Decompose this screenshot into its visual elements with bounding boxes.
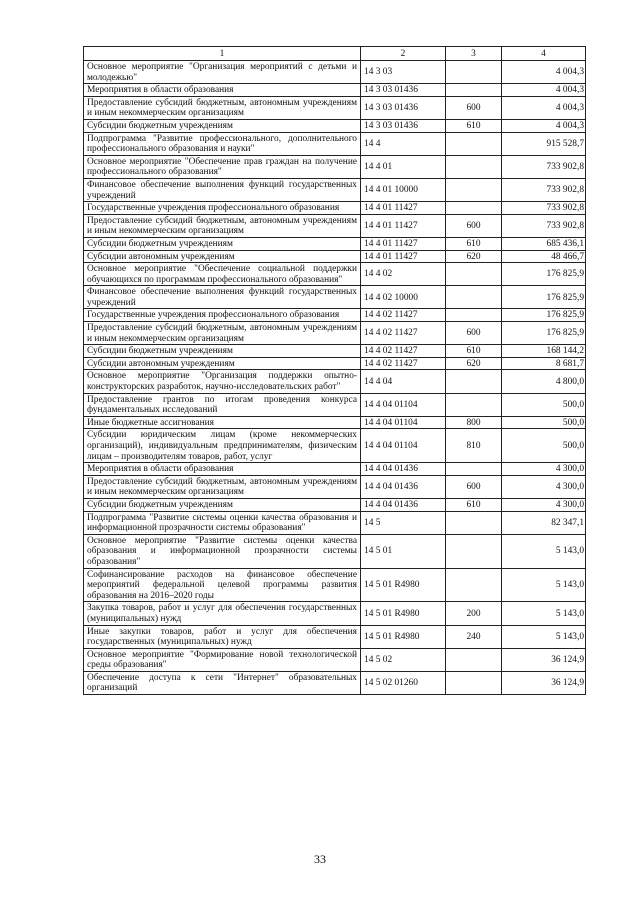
table-row [84, 671, 586, 694]
row-amount-cell: 5 143,0 [502, 625, 586, 648]
row-type-cell: 620 [446, 357, 502, 370]
row-type-cell [446, 132, 502, 155]
row-amount-cell: 168 144,2 [502, 345, 586, 358]
row-name-cell: Основное мероприятие "Обеспечение социальной поддержки обучающихся по программам профессионального образования" [84, 263, 361, 286]
row-code-cell: 14 4 02 10000 [361, 286, 446, 309]
table-row [84, 429, 586, 463]
row-type-cell [446, 202, 502, 215]
row-name-cell: Основное мероприятие "Организация мероприятий с детьми и молодежью" [84, 61, 361, 84]
row-name-cell: Предоставление субсидий бюджетным, автономным учреждениям и иным некоммерческим организациям [84, 96, 361, 119]
row-amount-cell: 4 300,0 [502, 463, 586, 476]
row-type-cell: 200 [446, 602, 502, 625]
table-row [84, 648, 586, 671]
row-amount-cell: 685 436,1 [502, 237, 586, 250]
row-amount-cell: 4 004,3 [502, 96, 586, 119]
row-name-cell: Государственные учреждения профессионального образования [84, 202, 361, 215]
row-code-cell: 14 5 01 R4980 [361, 602, 446, 625]
row-code-cell: 14 4 04 01436 [361, 463, 446, 476]
table-row [84, 84, 586, 97]
header-cell-code: 2 [361, 47, 446, 61]
table-row [84, 370, 586, 393]
table-row [84, 511, 586, 534]
row-amount-cell: 500,0 [502, 416, 586, 429]
row-name-cell: Субсидии бюджетным учреждениям [84, 345, 361, 358]
row-type-cell [446, 286, 502, 309]
row-code-cell: 14 5 01 [361, 534, 446, 568]
row-code-cell: 14 4 01 11427 [361, 202, 446, 215]
row-amount-cell: 176 825,9 [502, 263, 586, 286]
row-name-cell: Финансовое обеспечение выполнения функций государственных учреждений [84, 178, 361, 201]
row-code-cell: 14 4 04 01436 [361, 498, 446, 511]
row-amount-cell: 82 347,1 [502, 511, 586, 534]
table-row [84, 498, 586, 511]
row-amount-cell: 176 825,9 [502, 286, 586, 309]
row-amount-cell: 733 902,8 [502, 202, 586, 215]
row-name-cell: Субсидии юридическим лицам (кроме некоммерческих организаций), индивидуальным предпринимателям, физическим лицам – производителям товаров, работ, услуг [84, 429, 361, 463]
row-type-cell [446, 61, 502, 84]
row-name-cell: Иные закупки товаров, работ и услуг для обеспечения государственных (муниципальных) нужд [84, 625, 361, 648]
row-code-cell: 14 4 02 11427 [361, 357, 446, 370]
row-name-cell: Иные бюджетные ассигнования [84, 416, 361, 429]
row-type-cell: 800 [446, 416, 502, 429]
table-row [84, 96, 586, 119]
row-type-cell: 600 [446, 322, 502, 345]
row-name-cell: Мероприятия в области образования [84, 463, 361, 476]
row-amount-cell: 5 143,0 [502, 602, 586, 625]
row-type-cell [446, 84, 502, 97]
table-row [84, 322, 586, 345]
table-row [84, 263, 586, 286]
row-amount-cell: 176 825,9 [502, 309, 586, 322]
row-code-cell: 14 5 02 01260 [361, 671, 446, 694]
row-name-cell: Обеспечение доступа к сети "Интернет" образовательных организаций [84, 671, 361, 694]
row-type-cell [446, 463, 502, 476]
row-name-cell: Предоставление субсидий бюджетным, автономным учреждениям и иным некоммерческим организациям [84, 214, 361, 237]
row-name-cell: Предоставление субсидий бюджетным, автономным учреждениям и иным некоммерческим организациям [84, 322, 361, 345]
row-type-cell: 610 [446, 237, 502, 250]
row-type-cell [446, 370, 502, 393]
row-type-cell [446, 309, 502, 322]
row-code-cell: 14 4 02 [361, 263, 446, 286]
row-type-cell [446, 155, 502, 178]
row-type-cell [446, 671, 502, 694]
table-row [84, 309, 586, 322]
row-amount-cell: 48 466,7 [502, 250, 586, 263]
row-type-cell [446, 568, 502, 602]
row-name-cell: Субсидии бюджетным учреждениям [84, 119, 361, 132]
table-row [84, 250, 586, 263]
row-amount-cell: 4 004,3 [502, 61, 586, 84]
table-row [84, 602, 586, 625]
row-amount-cell: 500,0 [502, 429, 586, 463]
row-amount-cell: 4 004,3 [502, 119, 586, 132]
row-amount-cell: 4 004,3 [502, 84, 586, 97]
row-code-cell: 14 4 04 [361, 370, 446, 393]
table-row [84, 568, 586, 602]
row-type-cell [446, 648, 502, 671]
row-code-cell: 14 4 04 01104 [361, 429, 446, 463]
table-header-row [84, 47, 586, 61]
row-amount-cell: 5 143,0 [502, 534, 586, 568]
row-amount-cell: 8 681,7 [502, 357, 586, 370]
row-name-cell: Государственные учреждения профессионального образования [84, 309, 361, 322]
row-code-cell: 14 5 01 R4980 [361, 625, 446, 648]
row-type-cell: 610 [446, 345, 502, 358]
row-code-cell: 14 3 03 [361, 61, 446, 84]
row-type-cell: 600 [446, 214, 502, 237]
table-row [84, 178, 586, 201]
row-code-cell: 14 3 03 01436 [361, 84, 446, 97]
row-amount-cell: 5 143,0 [502, 568, 586, 602]
table-row [84, 345, 586, 358]
row-type-cell: 610 [446, 119, 502, 132]
row-name-cell: Основное мероприятие "Организация поддержки опытно-конструкторских разработок, научно-исследовательских работ" [84, 370, 361, 393]
row-code-cell: 14 3 03 01436 [361, 119, 446, 132]
row-amount-cell: 733 902,8 [502, 214, 586, 237]
header-cell-name: 1 [84, 47, 361, 61]
row-type-cell [446, 511, 502, 534]
table-row [84, 463, 586, 476]
row-code-cell: 14 4 01 10000 [361, 178, 446, 201]
row-type-cell: 620 [446, 250, 502, 263]
row-amount-cell: 4 300,0 [502, 498, 586, 511]
table-row [84, 534, 586, 568]
row-code-cell: 14 4 02 11427 [361, 322, 446, 345]
row-type-cell: 600 [446, 475, 502, 498]
row-type-cell: 610 [446, 498, 502, 511]
table-row [84, 61, 586, 84]
row-code-cell: 14 5 [361, 511, 446, 534]
budget-table [83, 46, 586, 695]
row-type-cell [446, 393, 502, 416]
row-code-cell: 14 4 04 01104 [361, 393, 446, 416]
row-code-cell: 14 4 02 11427 [361, 345, 446, 358]
table-row [84, 155, 586, 178]
row-name-cell: Основное мероприятие "Развитие системы оценки качества образования и информационной прозрачности системы образования" [84, 534, 361, 568]
row-name-cell: Субсидии автономным учреждениям [84, 357, 361, 370]
row-code-cell: 14 5 01 R4980 [361, 568, 446, 602]
row-code-cell: 14 3 03 01436 [361, 96, 446, 119]
row-code-cell: 14 4 01 11427 [361, 250, 446, 263]
row-name-cell: Закупка товаров, работ и услуг для обеспечения государственных (муниципальных) нужд [84, 602, 361, 625]
row-amount-cell: 176 825,9 [502, 322, 586, 345]
row-name-cell: Предоставление грантов по итогам проведения конкурса фундаментальных исследований [84, 393, 361, 416]
row-code-cell: 14 5 02 [361, 648, 446, 671]
table-row [84, 357, 586, 370]
row-amount-cell: 36 124,9 [502, 671, 586, 694]
row-name-cell: Основное мероприятие "Обеспечение прав граждан на получение профессионального образования" [84, 155, 361, 178]
table-body [84, 47, 586, 695]
row-code-cell: 14 4 02 11427 [361, 309, 446, 322]
row-amount-cell: 915 528,7 [502, 132, 586, 155]
row-code-cell: 14 4 04 01436 [361, 475, 446, 498]
row-name-cell: Основное мероприятие "Формирование новой технологической среды образования" [84, 648, 361, 671]
row-code-cell: 14 4 01 11427 [361, 214, 446, 237]
row-amount-cell: 4 800,0 [502, 370, 586, 393]
table-row [84, 132, 586, 155]
header-cell-type: 3 [446, 47, 502, 61]
row-code-cell: 14 4 01 11427 [361, 237, 446, 250]
row-code-cell: 14 4 04 01104 [361, 416, 446, 429]
row-name-cell: Подпрограмма "Развитие системы оценки качества образования и информационной прозрачности системы образования" [84, 511, 361, 534]
table-row [84, 202, 586, 215]
row-type-cell: 810 [446, 429, 502, 463]
row-name-cell: Субсидии бюджетным учреждениям [84, 237, 361, 250]
row-type-cell [446, 263, 502, 286]
row-name-cell: Субсидии автономным учреждениям [84, 250, 361, 263]
table-row [84, 625, 586, 648]
row-name-cell: Софинансирование расходов на финансовое обеспечение мероприятий федеральной целевой программы развития образования на 2016–2020 годы [84, 568, 361, 602]
table-row [84, 286, 586, 309]
row-name-cell: Субсидии бюджетным учреждениям [84, 498, 361, 511]
row-code-cell: 14 4 [361, 132, 446, 155]
page-number: 33 [314, 852, 326, 866]
row-amount-cell: 500,0 [502, 393, 586, 416]
row-type-cell: 240 [446, 625, 502, 648]
row-type-cell: 600 [446, 96, 502, 119]
table-row [84, 237, 586, 250]
table-row [84, 119, 586, 132]
row-type-cell [446, 534, 502, 568]
table-row [84, 393, 586, 416]
row-amount-cell: 36 124,9 [502, 648, 586, 671]
row-amount-cell: 733 902,8 [502, 178, 586, 201]
row-name-cell: Мероприятия в области образования [84, 84, 361, 97]
row-code-cell: 14 4 01 [361, 155, 446, 178]
header-cell-amount: 4 [502, 47, 586, 61]
row-amount-cell: 4 300,0 [502, 475, 586, 498]
row-amount-cell: 733 902,8 [502, 155, 586, 178]
table-row [84, 416, 586, 429]
table-row [84, 475, 586, 498]
table-row [84, 214, 586, 237]
row-name-cell: Подпрограмма "Развитие профессионального, дополнительного профессионального образования и науки" [84, 132, 361, 155]
row-name-cell: Финансовое обеспечение выполнения функций государственных учреждений [84, 286, 361, 309]
row-type-cell [446, 178, 502, 201]
row-name-cell: Предоставление субсидий бюджетным, автономным учреждениям и иным некоммерческим организациям [84, 475, 361, 498]
